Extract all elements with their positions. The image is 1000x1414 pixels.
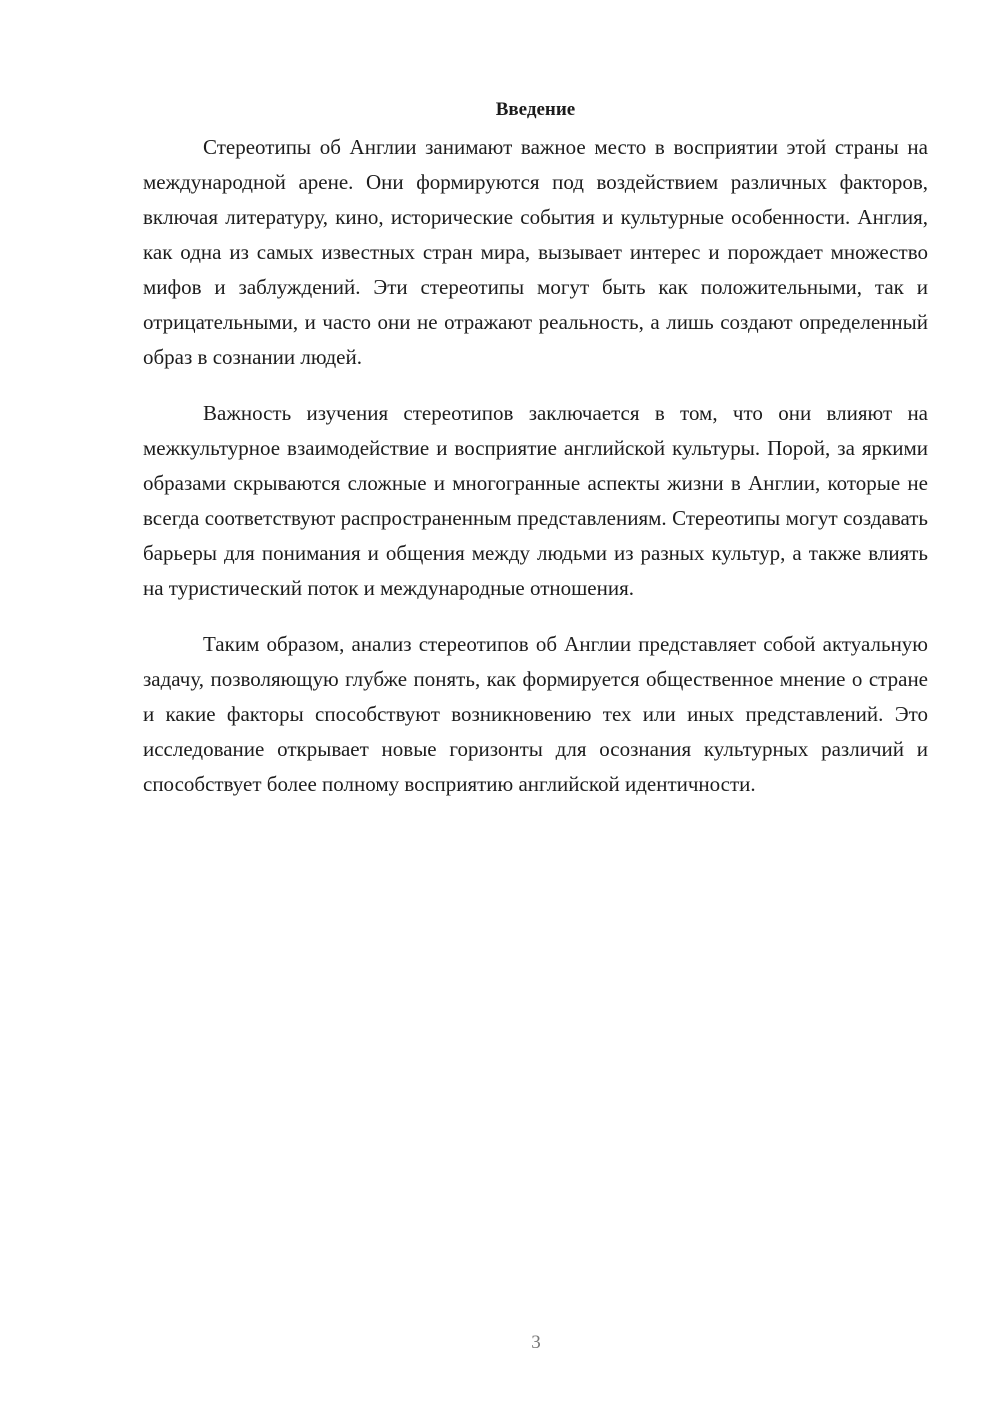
- document-page: [143, 98, 928, 823]
- page-number: 3: [531, 1332, 541, 1353]
- paragraph: Стереотипы об Англии занимают важное место в восприятии этой страны на международной арене. Они формируются под воздействием различных факторов, включая литературу, кино, исторические события и культурные особенности. Англия, как одна из самых известных стран мира, вызывает интерес и порождает множество мифов и заблуждений. Эти стереотипы могут быть как положительными, так и отрицательными, и часто они не отражают реальность, а лишь создают определенный образ в сознании людей.: [143, 135, 928, 369]
- paragraph: Важность изучения стереотипов заключается в том, что они влияют на межкультурное взаимодействие и восприятие английской культуры. Порой, за яркими образами скрываются сложные и многогранные аспекты жизни в Англии, которые не всегда соответствуют распространенным представлениям. Стереотипы могут создавать барьеры для понимания и общения между людьми из разных культур, а также влиять на туристический поток и международные отношения.: [143, 401, 928, 600]
- paragraph: Таким образом, анализ стереотипов об Англии представляет собой актуальную задачу, позволяющую глубже понять, как формируется общественное мнение о стране и какие факторы способствуют возникновению тех или иных представлений. Это исследование открывает новые горизонты для осознания культурных различий и способствует более полному восприятию английской идентичности.: [143, 632, 928, 796]
- section-title: Введение: [495, 99, 576, 120]
